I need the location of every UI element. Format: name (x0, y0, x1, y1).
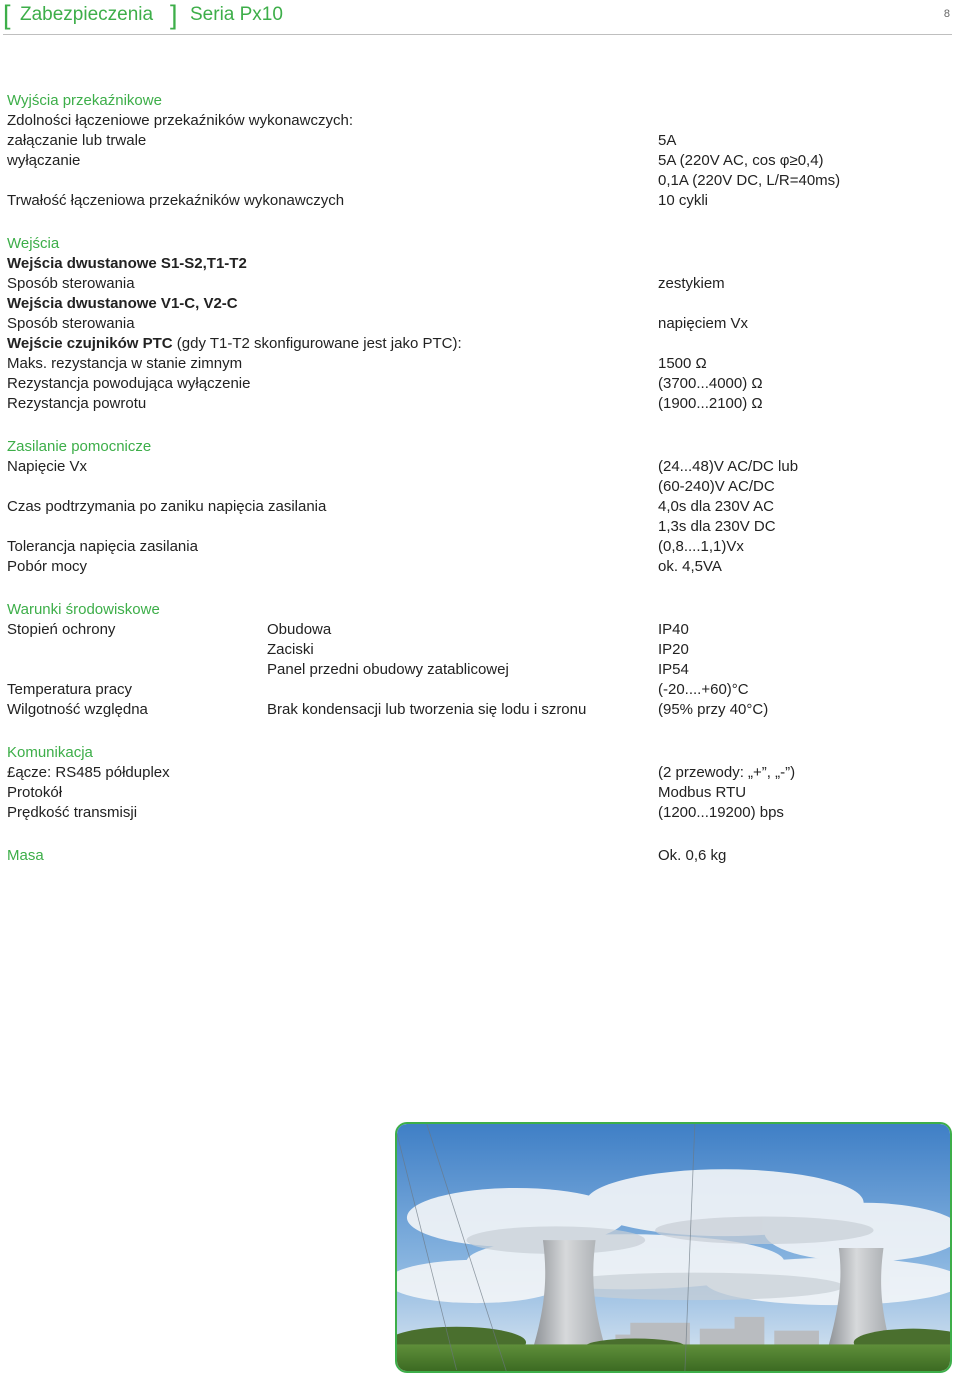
spec-value: (1200...19200) bps (658, 804, 784, 821)
section-title: Zasilanie pomocnicze (7, 438, 152, 455)
spec-condition: Brak kondensacji lub tworzenia się lodu i szronu (267, 701, 587, 718)
section-inputs (0, 234, 960, 414)
spec-value: Ok. 0,6 kg (658, 847, 727, 864)
header-divider (3, 34, 952, 35)
spec-value: (24...48)V AC/DC lub (658, 458, 799, 475)
page-number: 8 (943, 8, 950, 20)
spec-value: (-20....+60)°C (658, 681, 749, 698)
page-header (0, 0, 960, 36)
grass-field (397, 1344, 950, 1371)
bracket-open: [ (3, 0, 11, 30)
spec-label: Protokół (7, 784, 63, 801)
spec-value: (3700...4000) Ω (658, 375, 763, 392)
spec-value: (0,8....1,1)Vx (658, 538, 744, 555)
header-title: Zabezpieczenia (20, 4, 154, 25)
ptc-note: (gdy T1-T2 skonfigurowane jest jako PTC): (172, 335, 462, 352)
spec-subheading-ptc (7, 334, 462, 354)
section-relay-outputs (0, 91, 960, 211)
section-environment (0, 600, 960, 720)
spec-label: Rezystancja powrotu (7, 395, 147, 412)
section-title: Masa (7, 847, 44, 864)
spec-value: Modbus RTU (658, 784, 747, 801)
spec-condition: Panel przedni obudowy zatablicowej (267, 661, 509, 678)
spec-label: Czas podtrzymania po zaniku napięcia zasilania (7, 498, 327, 515)
spec-value: (2 przewody: „+”, „-”) (658, 764, 796, 781)
spec-label: Prędkość transmisji (7, 804, 138, 821)
spec-value: zestykiem (658, 275, 725, 292)
spec-value: 5A (220V AC, cos φ≥0,4) (658, 152, 824, 169)
power-plant-photo (395, 1122, 952, 1373)
header-series: Seria Px10 (190, 4, 283, 25)
spec-label: Tolerancja napięcia zasilania (7, 538, 198, 555)
spec-label: Stopień ochrony (7, 621, 116, 638)
spec-value: 1,3s dla 230V DC (658, 518, 776, 535)
section-auxiliary-power (0, 437, 960, 577)
section-title: Komunikacja (7, 744, 93, 761)
spec-value: (95% przy 40°C) (658, 701, 769, 718)
spec-subheading: Wejścia dwustanowe S1-S2,T1-T2 (7, 255, 247, 272)
spec-label: załączanie lub trwale (7, 132, 147, 149)
photo-illustration (397, 1124, 950, 1371)
spec-label: Maks. rezystancja w stanie zimnym (7, 355, 243, 372)
spec-value: (1900...2100) Ω (658, 395, 763, 412)
spec-value: 10 cykli (658, 192, 709, 209)
bracket-close: ] (170, 0, 178, 30)
section-title: Wyjścia przekaźnikowe (7, 92, 162, 109)
spec-condition: Zaciski (267, 641, 314, 658)
spec-value: (60-240)V AC/DC (658, 478, 775, 495)
spec-value: IP20 (658, 641, 689, 658)
section-communication (0, 743, 960, 823)
spec-subheading: Wejścia dwustanowe V1-C, V2-C (7, 295, 238, 312)
spec-label: Sposób sterowania (7, 315, 135, 332)
spec-condition: Obudowa (267, 621, 332, 638)
spec-value: ok. 4,5VA (658, 558, 722, 575)
spec-label: Rezystancja powodująca wyłączenie (7, 375, 251, 392)
spec-label: Wilgotność względna (7, 701, 148, 718)
spec-label: wyłączanie (7, 152, 81, 169)
spec-label: Sposób sterowania (7, 275, 135, 292)
section-title: Wejścia (7, 235, 60, 252)
section-title: Warunki środowiskowe (7, 601, 160, 618)
spec-value: 4,0s dla 230V AC (658, 498, 774, 515)
section-mass (0, 846, 960, 866)
spec-label: Zdolności łączeniowe przekaźników wykonawczych: (7, 112, 353, 129)
spec-value: 5A (658, 132, 677, 149)
ptc-bold: Wejście czujników PTC (7, 335, 173, 352)
spec-content (0, 91, 960, 889)
spec-value: IP40 (658, 621, 689, 638)
spec-label: Napięcie Vx (7, 458, 88, 475)
spec-value: 1500 Ω (658, 355, 707, 372)
spec-label: Temperatura pracy (7, 681, 133, 698)
spec-value: napięciem Vx (658, 315, 749, 332)
spec-label: £ącze: RS485 półduplex (7, 764, 170, 781)
spec-value: 0,1A (220V DC, L/R=40ms) (658, 172, 841, 189)
spec-value: IP54 (658, 661, 689, 678)
spec-label: Pobór mocy (7, 558, 88, 575)
spec-label: Trwałość łączeniowa przekaźników wykonawczych (7, 192, 345, 209)
